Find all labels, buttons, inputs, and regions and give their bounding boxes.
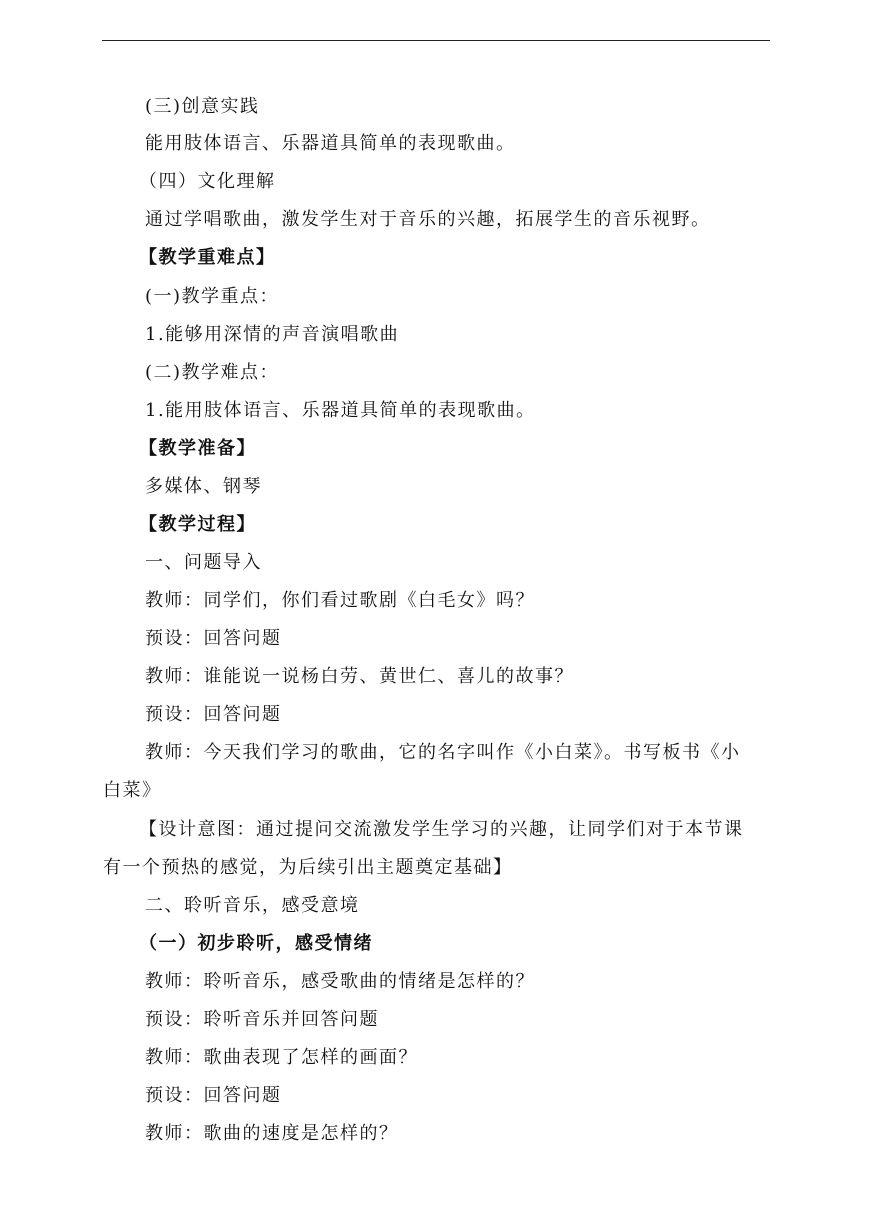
bold-heading: 【教学重难点】 [139, 247, 276, 268]
section-heading: (三)创意实践 [145, 96, 260, 117]
dialogue-line: 教师：歌曲的速度是怎样的？ [145, 1123, 399, 1144]
dialogue-line: 教师：谁能说一说杨白劳、黄世仁、喜儿的故事？ [145, 666, 574, 687]
paragraph: 1.能够用深情的声音演唱歌曲 [145, 324, 400, 345]
bold-heading: 【教学过程】 [139, 514, 256, 535]
design-intent-note-continued: 有一个预热的感觉，为后续引出主题奠定基础】 [103, 857, 513, 878]
dialogue-line: 教师：歌曲表现了怎样的画面？ [145, 1047, 418, 1068]
section-heading: （四）文化理解 [139, 171, 276, 192]
dialogue-line: 预设：回答问题 [145, 1085, 282, 1106]
header-rule [102, 40, 770, 41]
sub-heading: (二)教学难点： [145, 362, 280, 383]
paragraph: 通过学唱歌曲，激发学生对于音乐的兴趣，拓展学生的音乐视野。 [145, 209, 711, 230]
dialogue-line: 教师：聆听音乐，感受歌曲的情绪是怎样的？ [145, 971, 535, 992]
paragraph: 多媒体、钢琴 [145, 476, 262, 497]
dialogue-line: 预设：回答问题 [145, 628, 282, 649]
sub-heading: (一)教学重点： [145, 286, 280, 307]
design-intent-note: 【设计意图：通过提问交流激发学生学习的兴趣，让同学们对于本节课 [139, 819, 744, 840]
paragraph: 能用肢体语言、乐器道具简单的表现歌曲。 [145, 133, 516, 154]
dialogue-line: 教师：同学们，你们看过歌剧《白毛女》吗？ [145, 590, 535, 611]
bold-heading: 【教学准备】 [139, 438, 256, 459]
dialogue-line-continued: 白菜》 [103, 780, 162, 801]
bold-sub-heading: （一）初步聆听，感受情绪 [139, 933, 373, 954]
dialogue-line: 教师：今天我们学习的歌曲，它的名字叫作《小白菜》。书写板书《小 [145, 742, 741, 763]
dialogue-line: 预设：聆听音乐并回答问题 [145, 1009, 379, 1030]
paragraph: 1.能用肢体语言、乐器道具简单的表现歌曲。 [145, 400, 536, 421]
section-heading: 二、聆听音乐，感受意境 [145, 895, 360, 916]
dialogue-line: 预设：回答问题 [145, 704, 282, 725]
section-heading: 一、问题导入 [145, 552, 262, 573]
